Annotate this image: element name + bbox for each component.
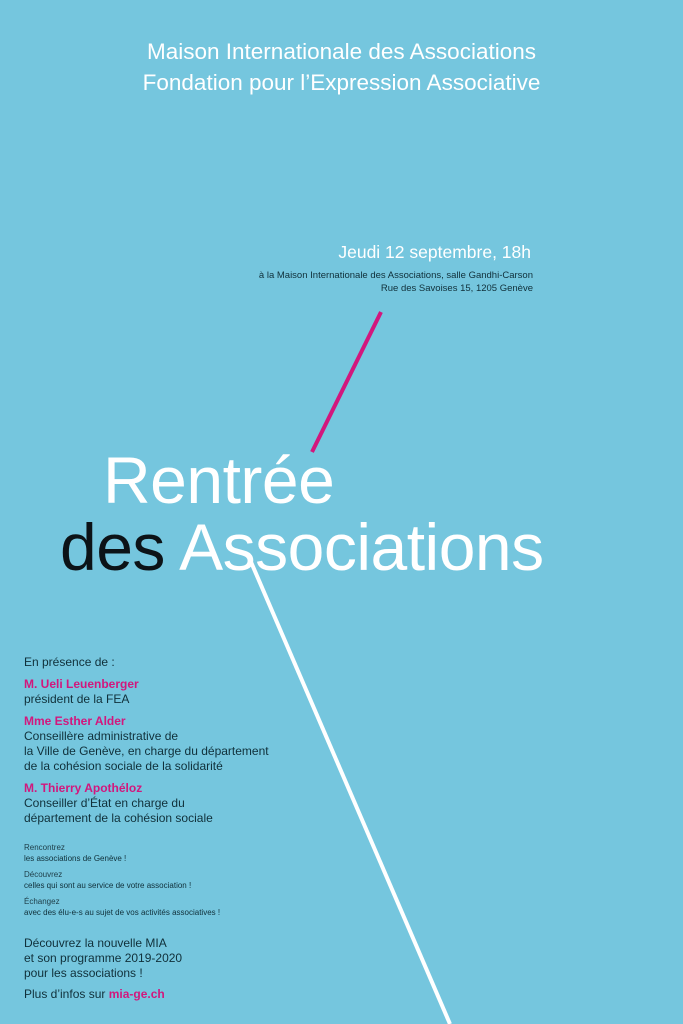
event-venue <box>133 269 533 295</box>
presence-intro: En présence de : <box>24 655 115 669</box>
foundation-name: Fondation pour l’Expression Associative <box>142 70 541 95</box>
address-line: Rue des Savoises 15, 1205 Genève <box>380 283 533 294</box>
guest <box>24 676 354 707</box>
guest <box>24 713 354 774</box>
action-heading: Rencontrez <box>24 843 65 852</box>
guest <box>24 780 354 826</box>
magenta-line <box>312 312 381 452</box>
guest-name: Mme Esther Alder <box>24 714 126 728</box>
title-line-2 <box>60 507 544 587</box>
action-item <box>24 896 354 918</box>
title-word-associations: Associations <box>179 510 544 584</box>
action-detail: avec des élu-e-s au sujet de vos activités associatives ! <box>24 908 221 917</box>
action-detail: les associations de Genève ! <box>24 854 127 863</box>
actions-list <box>24 842 354 918</box>
closing-text: Découvrez la nouvelle MIA et son programme 2019-2020 pour les associations ! <box>24 936 183 980</box>
action-item <box>24 842 354 864</box>
title-word-des: des <box>60 510 165 584</box>
action-detail: celles qui sont au service de votre association ! <box>24 881 192 890</box>
guest-role: président de la FEA <box>24 692 130 706</box>
event-date: Jeudi 12 septembre, 18h <box>338 242 531 262</box>
action-item <box>24 869 354 891</box>
action-heading: Découvrez <box>24 870 63 879</box>
venue-line: à la Maison Internationale des Associations, salle Gandhi-Carson <box>258 270 533 281</box>
organization-name: Maison Internationale des Associations <box>147 39 536 64</box>
more-info-prefix: Plus d’infos sur <box>24 987 106 1001</box>
organization-header <box>0 36 683 98</box>
guest-role: Conseiller d’État en charge du département de la cohésion sociale <box>24 796 213 825</box>
event-info <box>133 240 533 295</box>
more-info <box>24 987 354 1002</box>
website-link[interactable]: mia-ge.ch <box>108 987 165 1001</box>
guest-name: M. Ueli Leuenberger <box>24 677 139 691</box>
action-heading: Échangez <box>24 897 60 906</box>
guest-role: Conseillère administrative de la Ville de Genève, en charge du département de la cohésion sociale de la solidarité <box>24 729 269 773</box>
guest-name: M. Thierry Apothéloz <box>24 781 143 795</box>
presence-section <box>24 655 354 1002</box>
title-line-1: Rentrée <box>103 443 335 517</box>
